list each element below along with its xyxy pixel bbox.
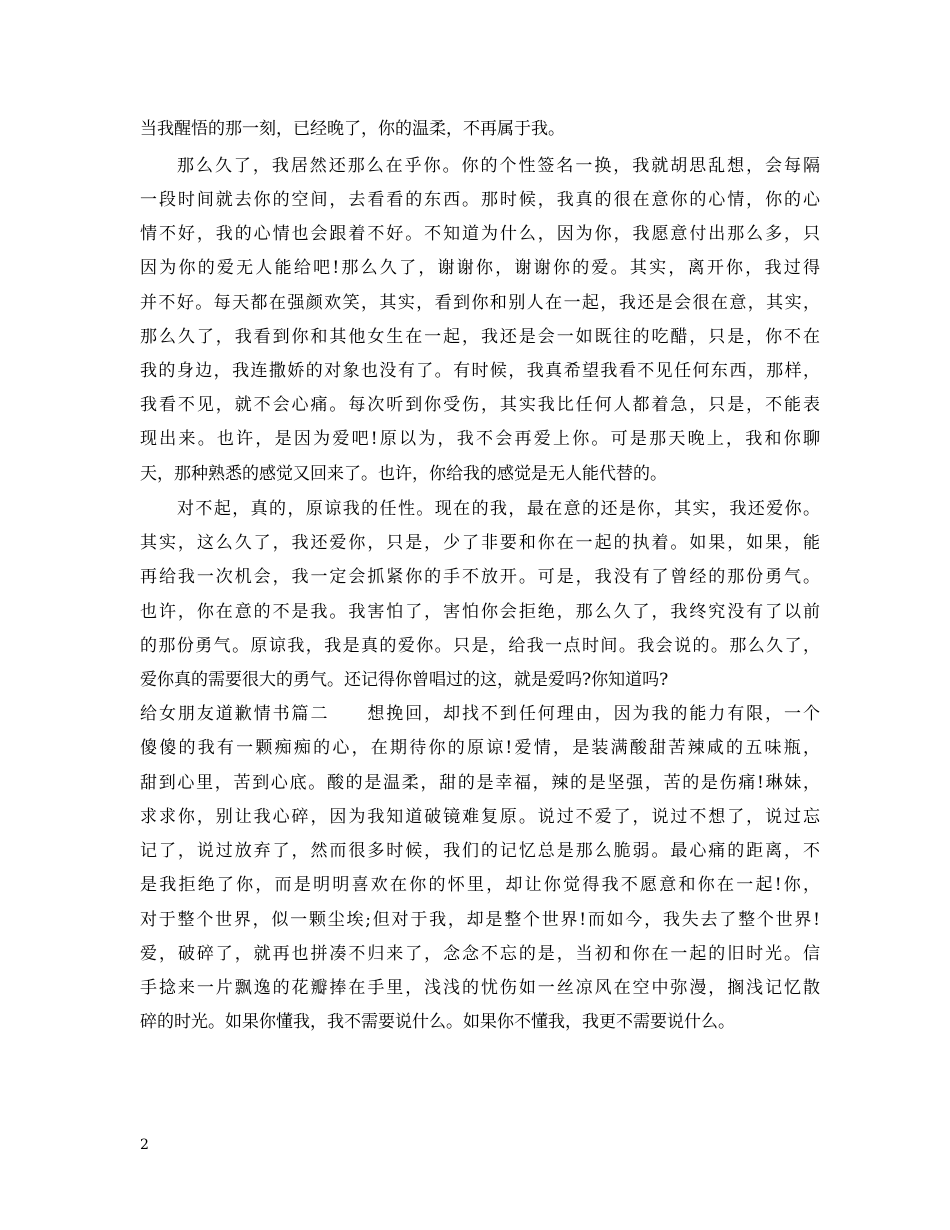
text-line: 的那份勇气。原谅我，我是真的爱你。只是，给我一点时间。我会说的。那么久了， <box>140 636 820 656</box>
text-line: 并不好。每天都在强颜欢笑，其实，看到你和别人在一起，我还是会很在意，其实， <box>140 293 820 313</box>
text-line: 求求你，别让我心碎，因为我知道破镜难复原。说过不爱了，说过不想了，说过忘 <box>140 807 820 827</box>
page-number: 2 <box>140 1137 149 1153</box>
text-line: 爱你真的需要很大的勇气。还记得你曾唱过的这，就是爱吗?你知道吗? <box>140 670 669 690</box>
text-line: 给女朋友道歉情书篇二 想挽回，却找不到任何理由，因为我的能力有限，一个 <box>140 704 820 724</box>
text-line: 再给我一次机会，我一定会抓紧你的手不放开。可是，我没有了曾经的那份勇气。 <box>140 567 820 587</box>
text-line: 当我醒悟的那一刻，已经晚了，你的温柔，不再属于我。 <box>140 119 565 139</box>
text-line: 傻傻的我有一颗痴痴的心，在期待你的原谅!爱情，是装满酸甜苦辣咸的五味瓶， <box>140 738 820 758</box>
text-line: 那么久了，我看到你和其他女生在一起，我还是会一如既往的吃醋，只是，你不在 <box>140 327 820 347</box>
text-line: 天，那种熟悉的感觉又回来了。也许，你给我的感觉是无人能代替的。 <box>140 464 667 484</box>
text-line: 因为你的爱无人能给吧!那么久了，谢谢你，谢谢你的爱。其实，离开你，我过得 <box>140 258 820 278</box>
text-line: 情不好，我的心情也会跟着不好。不知道为什么，因为你，我愿意付出那么多，只 <box>140 224 820 244</box>
text-line: 记了，说过放弃了，然而很多时候，我们的记忆总是那么脆弱。最心痛的距离，不 <box>140 841 820 861</box>
text-line: 我的身边，我连撒娇的对象也没有了。有时候，我真希望我看不见任何东西，那样， <box>140 361 820 381</box>
text-line: 现出来。也许，是因为爱吧!原以为，我不会再爱上你。可是那天晚上，我和你聊 <box>140 429 820 449</box>
text-line: 也许，你在意的不是我。我害怕了，害怕你会拒绝，那么久了，我终究没有了以前 <box>140 602 820 622</box>
text-line: 我看不见，就不会心痛。每次听到你受伤，其实我比任何人都着急，只是，不能表 <box>140 395 820 415</box>
text-line: 手捻来一片飘逸的花瓣捧在手里，浅浅的忧伤如一丝凉风在空中弥漫，搁浅记忆散 <box>140 978 820 998</box>
text-line: 对不起，真的，原谅我的任性。现在的我，最在意的还是你，其实，我还爱你。 <box>177 499 820 519</box>
text-line: 甜到心里，苦到心底。酸的是温柔，甜的是幸福，辣的是坚强，苦的是伤痛!琳妹， <box>140 773 820 793</box>
text-line: 碎的时光。如果你懂我，我不需要说什么。如果你不懂我，我更不需要说什么。 <box>140 1012 735 1032</box>
text-line: 那么久了，我居然还那么在乎你。你的个性签名一换，我就胡思乱想，会每隔 <box>177 156 820 176</box>
text-line: 一段时间就去你的空间，去看看的东西。那时候，我真的很在意你的心情，你的心 <box>140 190 820 210</box>
text-line: 对于整个世界，似一颗尘埃;但对于我，却是整个世界!而如今，我失去了整个世界! <box>140 910 820 930</box>
text-line: 其实，这么久了，我还爱你，只是，少了非要和你在一起的执着。如果，如果，能 <box>140 533 820 553</box>
text-line: 爱，破碎了，就再也拼凑不归来了，念念不忘的是，当初和你在一起的旧时光。信 <box>140 944 820 964</box>
text-line: 是我拒绝了你，而是明明喜欢在你的怀里，却让你觉得我不愿意和你在一起!你， <box>140 875 820 895</box>
